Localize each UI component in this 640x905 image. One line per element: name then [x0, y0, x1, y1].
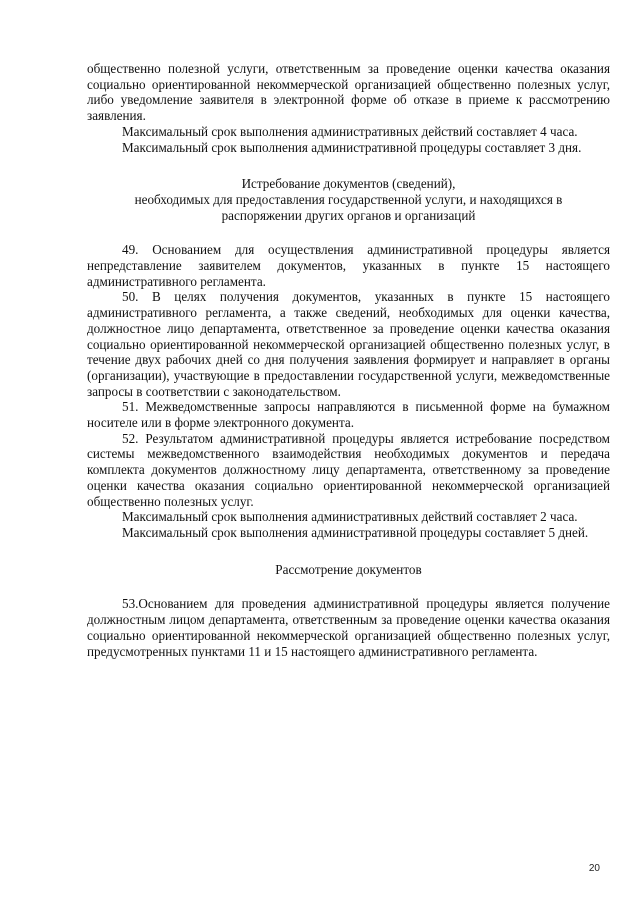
paragraph-50: 50. В целях получения документов, указанных в пункте 15 настоящего административного регламента, а также сведений, необходимых для оценки качества, должностное лицо департамента, ответственное за проведение оценки качества оказания социально ориентированной некоммерческой организацией общественно полезных услуг, в течение двух рабочих дней со дня получения заявления формирует и направляет в органы (организации), участвующие в предоставлении государственной услуги, межведомственные запросы в соответствии с законодательством.	[87, 289, 610, 399]
paragraph-49: 49. Основанием для осуществления административной процедуры является непредставление заявителем документов, указанных в пункте 15 настоящего административного регламента.	[87, 242, 610, 289]
section-heading-line-1: Истребование документов (сведений),	[241, 176, 456, 192]
paragraph-procedure-deadline-2: Максимальный срок выполнения административной процедуры составляет 5 дней.	[122, 524, 589, 540]
paragraph-actions-deadline: Максимальный срок выполнения административных действий составляет 4 часа.	[122, 123, 578, 139]
page-number: 20	[588, 863, 600, 874]
section-heading-line-3: распоряжении других органов и организаций	[221, 207, 476, 223]
paragraph-actions-deadline-2: Максимальный срок выполнения административных действий составляет 2 часа.	[122, 509, 578, 525]
paragraph-procedure-deadline: Максимальный срок выполнения административной процедуры составляет 3 дня.	[122, 139, 582, 155]
paragraph-52: 52. Результатом административной процедуры является истребование посредством системы межведомственного взаимодействия необходимых документов и передача комплекта документов должностному лицу департамента, ответственному за проведение оценки качества оказания социально ориентированной некоммерческой организацией общественно полезных услуг.	[87, 430, 610, 509]
paragraph-continuation: общественно полезной услуги, ответственным за проведение оценки качества оказания социально ориентированной некоммерческой организацией общественно полезных услуг, либо уведомление заявителя в электронной форме об отказе в приеме к рассмотрению заявления.	[87, 61, 610, 124]
section-heading-review: Рассмотрение документов	[275, 561, 422, 577]
section-heading-line-2: необходимых для предоставления государственной услуги, и находящихся в	[134, 191, 563, 207]
document-body	[87, 61, 610, 659]
paragraph-51: 51. Межведомственные запросы направляются в письменной форме на бумажном носителе или в форме электронного документа.	[87, 399, 610, 431]
paragraph-53: 53.Основанием для проведения административной процедуры является получение должностным лицом департамента, ответственным за проведение оценки качества оказания социально ориентированной некоммерческой организацией общественно полезных услуг, предусмотренных пунктами 11 и 15 настоящего административного регламента.	[87, 596, 610, 659]
